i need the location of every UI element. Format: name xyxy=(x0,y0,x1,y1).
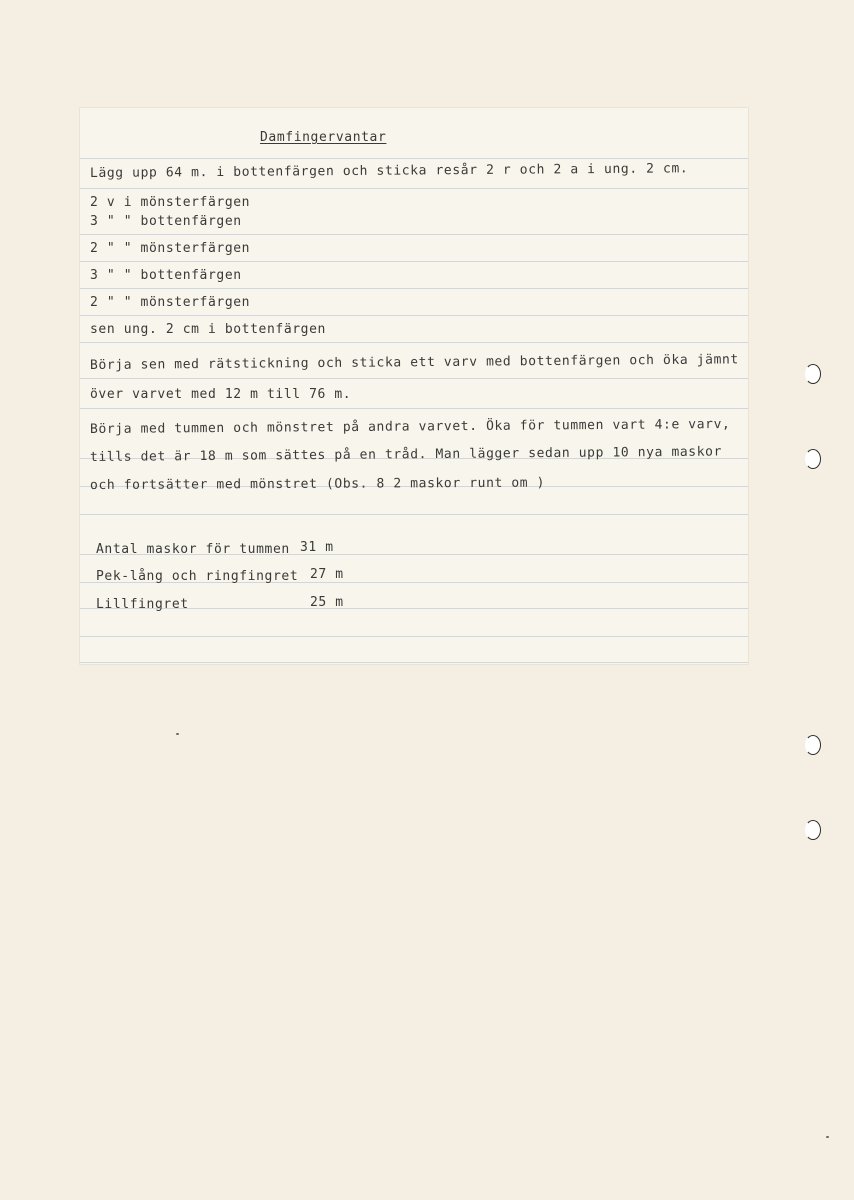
text-line: tills det är 18 m som sättes på en tråd. Man lägger sedan upp 10 nya maskor xyxy=(89,444,723,465)
text-line: Börja med tummen och mönstret på andra varvet. Öka för tummen vart 4:e varv, xyxy=(89,416,731,437)
document-title: Damfingervantar xyxy=(260,130,387,145)
punch-hole xyxy=(805,364,821,384)
text-line: och fortsätter med mönstret (Obs. 8 2 maskor runt om ) xyxy=(89,475,546,493)
rule-line xyxy=(80,288,748,289)
text-line: över varvet med 12 m till 76 m. xyxy=(90,387,352,402)
rule-line xyxy=(80,662,748,663)
text-line: sen ung. 2 cm i bottenfärgen xyxy=(90,322,326,337)
count-value: 27 m xyxy=(310,567,344,582)
text-line: Lägg upp 64 m. i bottenfärgen och sticka resår 2 r och 2 a i ung. 2 cm. xyxy=(89,161,689,181)
paper-speck xyxy=(826,1136,829,1138)
typed-recipe-slip xyxy=(80,108,748,664)
text-line: 3 " " bottenfärgen xyxy=(90,214,242,229)
text-line: Börja sen med rätstickning och sticka ett varv med bottenfärgen och öka jämnt xyxy=(89,352,739,373)
punch-hole xyxy=(805,449,821,469)
count-value: 31 m xyxy=(300,540,334,555)
rule-line xyxy=(80,408,748,409)
rule-line xyxy=(80,636,748,637)
rule-line xyxy=(80,315,748,316)
rule-line xyxy=(80,261,748,262)
punch-hole xyxy=(805,735,821,755)
text-line: 2 v i mönsterfärgen xyxy=(90,195,251,210)
rule-line xyxy=(80,158,748,159)
count-label: Lillfingret xyxy=(96,597,189,612)
text-line: 3 " " bottenfärgen xyxy=(90,268,242,283)
paper-speck xyxy=(176,733,179,735)
text-line: 2 " " mönsterfärgen xyxy=(90,241,251,256)
rule-line xyxy=(80,514,748,515)
count-value: 25 m xyxy=(310,595,344,610)
count-label: Antal maskor för tummen xyxy=(96,542,290,557)
count-label: Pek-lång och ringfingret xyxy=(96,569,299,584)
rule-line xyxy=(80,378,748,379)
text-line: 2 " " mönsterfärgen xyxy=(90,295,251,310)
punch-hole xyxy=(805,820,821,840)
rule-line xyxy=(80,342,748,343)
rule-line xyxy=(80,234,748,235)
rule-line xyxy=(80,188,748,189)
